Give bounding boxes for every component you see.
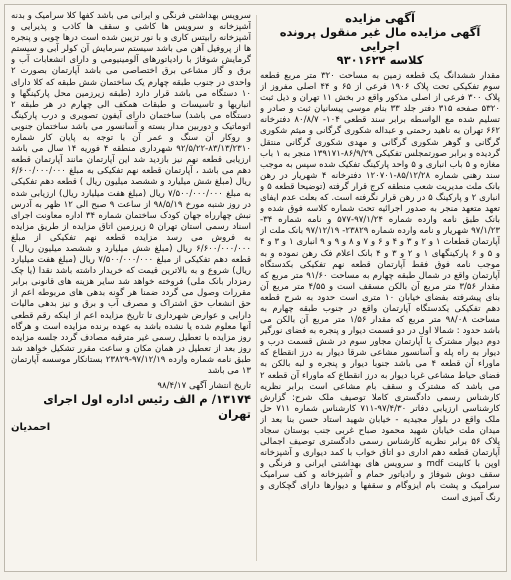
notice-left-column — [11, 11, 251, 565]
notice-subtitle: آگهی مزایده مال غیر منقول پرونده اجرایی — [279, 25, 481, 53]
publish-date: تاریخ انتشار آگهی ۹۸/۴/۱۷ — [157, 381, 251, 392]
signature-line: ۱۳۱۷۴/ م الف رئیس اداره اول اجرای تهران — [43, 392, 251, 422]
signer-name: احمدیان — [11, 422, 51, 434]
notice-case-number: کلاسه ۹۳۰۱۶۲۴ — [336, 53, 424, 67]
notice-footer — [11, 381, 251, 433]
notice-body-right: مقدار ششدانگ یک قطعه زمین به مساحت ۳۲۰ متر مربع قطعه سوم تفکیکی تحت پلاک ۱۹۰۶ فرعی از ۶۵ و ۴۴ اصلی مفروز از پلاک ۳۰۰ فرعی از اصلی مذکور واقع در بخش ۱۱ تهران و ذیل ثبت ۵۳۲۰ صفحه ۳۱۵ دفتر جلد ۳۳ بنام موسی پیسانیان ثبت و صادر و تسلیم شده مع الواسطه برابر سند قطعی ۱۰۴- ۸۰/۸/۷ دفترخانه ۶۶۲ تهران به ناهید رحمتی و عبداله شکوری گرگانی و میثم شکوری گرگانی و گوهر شکوری گرگانی و مهدی شکوری گرگانی منتقل گردیده و برابر صورتمجلس تفکیکی ۸۶/۹/۲۹-۱۳۹۱۷۱ منجر به ۱ باب مغازه و ۵ باب انباری و ۵ واحد پارکینگ تفکیک شده سپس به موجب سند رهنی شماره ۸۵/۱۲/۲۸-۱۲۰۷۰۱ دفترخانه ۴ شهریار در رهن بانک ملت مدیریت شعب منطقه کرج قرار گرفته (توضیحا قطعه ۵ و انباری ۲ و پارکینگ ۵ در رهن قرار نگرفته است. که بعلت عدم ایفای تعهد متعهد منجر به صدور اجرائیه تحت شماره کلاسه فوق شده و بانک طبق نامه وارده شماره ۹۷/۱/۲۴-۵۷۷ و نامه شماره ۳۴- ۹۷/۱/۲۳ شهریار و نامه وارده شماره ۲۳۸۲۹- ۹۷/۱۲/۱۹ بانک ملت از آپارتمان قطعات ۱ و ۲ و ۳ و ۴ و ۶ و ۷ و ۸ و ۹ و ۹ انباری ۱ و ۳ و ۴ و ۵ و ۶ پارکینگهای ۱ و ۲ و ۳ و ۴ بانک اعلام فک رهن نموده و به موجب نامه فوق فقط آپارتمان قطعه نهم تفکیکی بکدستگاه آپارتمان واقع در شمال طبقه چهارم به مساحت ۹۱/۶۰ متر مربع که مقدار ۳/۵۶ متر مربع آن بالکن مسقف است و ۴/۵۵ متر مربع آن بنای پیشرفته بفضای خیابان ۱۰ متری است حدود به شرح قطعه دهم تفکیکی یکدستگاه آپارتمان واقع در جنوب طبقه چهارم به مساحت ۹۸/۰۸ متر مربع که مقدار ۱/۵۶ متر مربع آن بالکن می باشد حدود : شمالا اول در دو قسمت دیوار و پنجره به فضای نورگیر دوم دیوار مشترک با آپارتمان مجاور سوم در شش قسمت درب و دیوار به راه پله و آسانسور مشاعی شرقا دیوار به درز انقطاع که ماوراء آن قطعه ۴ می باشد جنوبا دیوار و پنجره و لبه بالکن به فضای حیاط مشاعی غربا دیوار به درز انقطاع که ماوراء آن قطعه ۲ می باشد که مشترک و سقف بام مشاعی است برابر نظریه کارشناس رسمی دادگستری کاملا توصیف ملک شرح: گزارش کارشناسی ارزیابی دفاتر ۹۷/۴/۳۰-۷۱۱ کارشناس شماره ۷۱۱ حل ملک واقع در بلوار مجیدیه - خیابان شهید استاد حسن بنا بعد از میدان ملت خیابان شهید محمود صباح غربی جنب بوستان سجاد پلاک ۵۶ برابر نظریه کارشناس رسمی دادگستری توصیف اجمالی آپارتمان قطعه دهم اداری دو اتاق خواب با کمد دیواری و آشپزخانه اوپن با کابینت mdf و سرویس های بهداشتی ایرانی و فرنگی و سقف دوش شوفاژ و رادیاتور حمام و آشپزخانه و کف سرامیک سرامیک و پشت بام ایزوگام و سقفها و دیوارها دارای گچکاری و رنگ آمیزی است — [260, 71, 500, 503]
notice-right-column — [260, 11, 500, 565]
notice-page — [4, 4, 507, 572]
notice-body-left: سرویس بهداشتی فرنگی و ایرانی می باشد کفها کلا سرامیک و بدنه آشپزخانه و سرویس ها کاشی و سقف ها کاذب و پذیرایی و آشپزخانه رابیتس کاری و با نور تزیین شده است درها چوبی و پنجره ها از پروفیل آهن می باشد سیستم سرمایش آن کولر آبی و سیستم گرمایش شوفاژ با رادیاتورهای آلومینیومی و دارای انشعابات آب و برق و گاز مشاعی برق اختصاصی می باشد آپارتمان بصورت ۲ واحدی در جنوب طبقه چهارم یک ساختمان شش طبقه که کلا دارای ۱۰ دستگاه می باشد قرار دارد (طبقه زیرزمین محل پارکینگها و انباریها و تاسیسات و طبقات همکف الی چهارم در هر طبقه ۲ دستگاه می باشد) ساختمان دارای آیفون تصویری و درب پارکینگ اتوماتیک و دوربین مدار بسته و آسانسور می باشد ساختمان جنوبی و روکار آن سنگ و عمر آن با توجه به پایان کار شماره ۸۳/۱۳/۲۳۱۰-۹۲/۵/۲۲ شهرداری منطقه ۴ فوریه ۱۴ سال می باشد ارزیابی قطعه نهم نیز بازدید شد این آپارتمان مانند آپارتمان قطعه دهم می باشد ، آپارتمان قطعه نهم تفکیکی به مبلغ ۶/۶۰۰/۰۰۰/۰۰۰ ریال (مبلغ شش میلیارد و ششصد میلیون ریال ) قطعه دهم تفکیکی به مبلغ ۷/۵۰۰/۰۰۰/۰۰۰ ریال (مبلغ هفت میلیارد ریال) ارزیابی شده در روز شنبه مورخ ۹۸/۵/۱۹ از ساعت ۹ صبح الی ۱۲ ظهر به آدرس نبش چهارراه جهان کودک ساختمان شماره ۳۴ اداره معاونت اجرای اسناد رسمی استان تهران ۵ زیرزمین اتاق مزایده از طریق مزایده به فروش می رسد مزایده قطعه نهم تفکیکی از مبلغ ۶/۶۰۰/۰۰۰/۰۰۰ ریال (مبلغ شش میلیارد و ششصد میلیون ریال ) قطعه دهم تفکیکی از مبلغ ۷/۵۰۰/۰۰۰/۰۰۰ ریال (مبلغ هفت میلیارد ریال) شروع و به بالاترین قیمت که خریدار داشته باشد نقدا (یا چک رمزدار بانک ملی) فروخته خواهد شد سایر هزینه های قانونی برابر مقررات وصول می گردد ضمنا هر گونه بدهی های مربوطه اعم از حق انشعاب حق اشتراک و مصرف آب و برق و نیز بدهی مالیات دارایی و عوارض شهرداری تا تاریخ مزایده اعم از اینکه رقم قطعی آنها معلوم شده یا نشده باشد به عهده برنده مزایده است و هرگاه روز مزایده با تعطیل رسمی غیر مترقبه مصادف گردد جلسه مزایده روز بعد از تعطیل در همان مکان و ساعت مقرر تشکیل خواهد شد طبق نامه شماره وارده ۹۷/۱۲/۱۹-۲۳۸۲۹ بستانکار موسسه آپارتمان ۱۳ می باشد — [11, 11, 251, 376]
column-divider — [256, 15, 257, 561]
notice-title: آگهی مزایده — [345, 11, 415, 25]
